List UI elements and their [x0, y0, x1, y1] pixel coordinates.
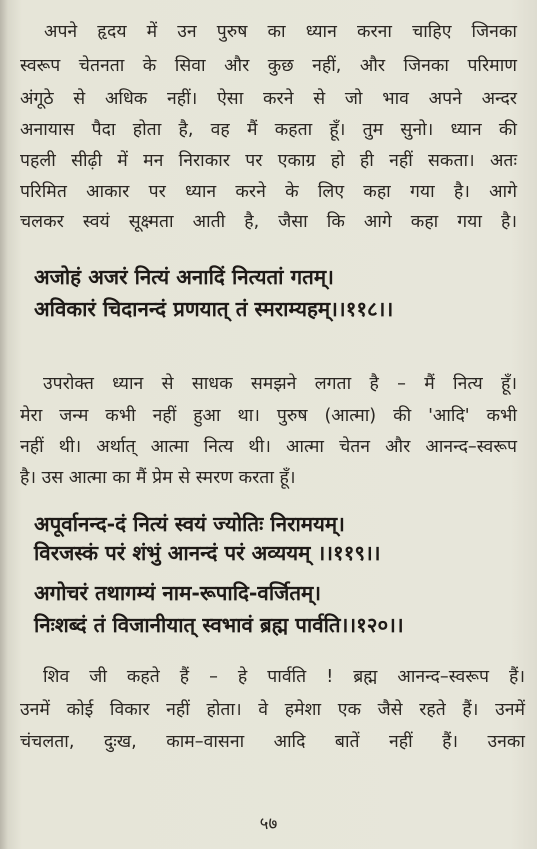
text-line: चलकर स्वयं सूक्ष्मता आती है, जैसा कि आगे कहा गया है।	[20, 212, 517, 232]
verse-line: अपूर्वानन्द-दं नित्यं स्वयं ज्योतिः निरामयम्।	[34, 512, 345, 536]
verse-line: अगोचरं तथागम्यं नाम-रूपादि-वर्जितम्।	[34, 581, 322, 605]
text-line: नहीं थी। अर्थात् आत्मा नित्य थी। आत्मा चेतन और आनन्द–स्वरूप	[20, 437, 517, 457]
text-line: परिमित आकार पर ध्यान करने के लिए कहा गया है। आगे	[20, 182, 517, 202]
text-line: उनमें कोई विकार नहीं होता। वे हमेशा एक जैसे रहते हैं। उनमें	[20, 700, 525, 720]
text-line: स्वरूप चेतनता के सिवा और कुछ नहीं, और जिनका परिमाण	[20, 56, 517, 76]
text-line: मेरा जन्म कभी नहीं हुआ था। पुरुष (आत्मा) की 'आदि' कभी	[20, 406, 517, 426]
text-line: शिव जी कहते हैं – हे पार्वति ! ब्रह्म आनन्द–स्वरूप हैं।	[43, 667, 525, 687]
page-number: ५७	[259, 814, 278, 834]
text-line: अपने हृदय में उन पुरुष का ध्यान करना चाहिए जिनका	[44, 22, 517, 42]
text-line: है। उस आत्मा का मैं प्रेम से स्मरण करता हूँ।	[20, 468, 296, 488]
text-line: अंगूठे से अधिक नहीं। ऐसा करने से जो भाव अपने अन्दर	[20, 89, 517, 109]
text-line: चंचलता, दुःख, काम–वासना आदि बातें नहीं हैं। उनका	[20, 732, 525, 752]
text-line: अनायास पैदा होता है, वह मैं कहता हूँ। तुम सुनो। ध्यान की	[20, 120, 517, 140]
verse-line: अविकारं चिदानन्दं प्रणयात् तं स्मराम्यहम्।।११८।।	[34, 297, 394, 321]
text-line: पहली सीढ़ी में मन निराकार पर एकाग्र हो ही नहीं सकता। अतः	[20, 151, 517, 171]
verse-line: निःशब्दं तं विजानीयात् स्वभावं ब्रह्म पार्वति।।१२०।।	[34, 613, 404, 637]
verse-line: अजोहं अजरं नित्यं अनादिं नित्यतां गतम्।	[34, 265, 334, 289]
text-line: उपरोक्त ध्यान से साधक समझने लगता है – मैं नित्य हूँ।	[43, 374, 517, 394]
verse-line: विरजस्कं परं शंभुं आनन्दं परं अव्ययम् ।।११९।।	[34, 541, 381, 565]
